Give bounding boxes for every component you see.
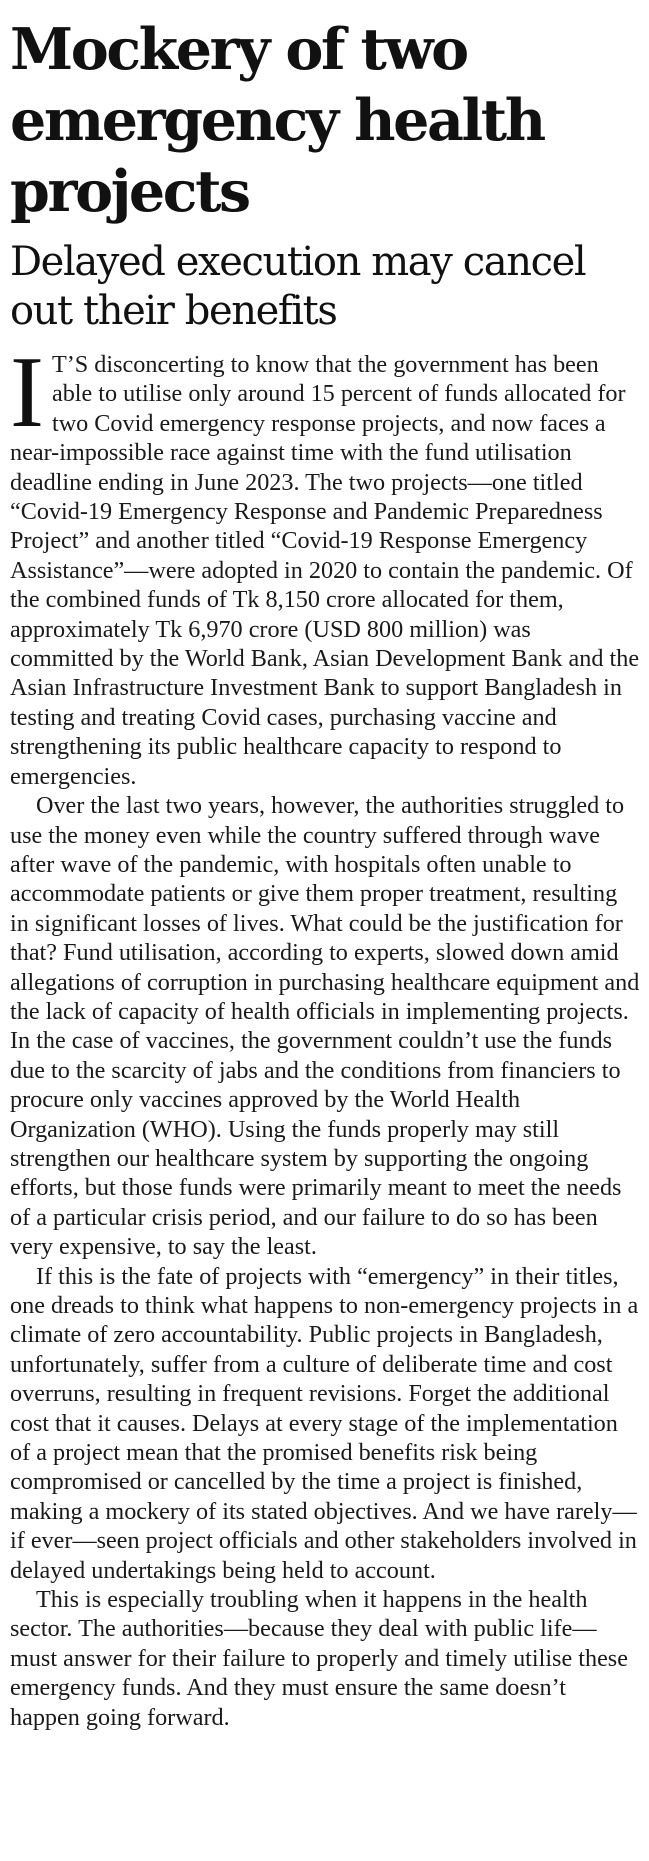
subheadline-line: out their benefits xyxy=(10,288,337,334)
headline xyxy=(10,14,640,227)
article-body xyxy=(10,336,640,1732)
paragraph-1 xyxy=(10,336,640,791)
subheadline xyxy=(10,238,640,336)
headline-line: emergency health xyxy=(10,87,544,154)
paragraph-4: This is especially troubling when it happens in the health sector. The authorities—because they deal with public life—must answer for their failure to properly and timely utilise these emergency funds. And they must ensure the same doesn’t happen going forward. xyxy=(10,1586,628,1731)
paragraph-text: T’S disconcerting to know that the government has been able to utilise only around 15 percent of funds allocated for two Covid emergency response projects, and now faces a near-impossible race against time with the fund utilisation deadline ending in June 2023. The two projects—one titled “Covid-19 Emergency Response and Pandemic Preparedness Project” and another titled “Covid-19 Response Emergency Assistance”—were adopted in 2020 to contain the pandemic. Of the combined funds of Tk 8,150 crore allocated for them, approximately Tk 6,970 crore (USD 800 million) was committed by the World Bank, Asian Development Bank and the Asian Infrastructure Investment Bank to support Bangladesh in testing and treating Covid cases, purchasing vaccine and strengthening its public healthcare capacity to respond to emergencies. xyxy=(10,351,640,790)
headline-line: projects xyxy=(10,158,249,225)
editorial-article xyxy=(10,14,640,1732)
headline-line: Mockery of two xyxy=(10,16,467,83)
paragraph-2: Over the last two years, however, the authorities struggled to use the money even while the country suffered through wave after wave of the pandemic, with hospitals often unable to accommodate patients or give them proper treatment, resulting in significant losses of lives. What could be the justification for that? Fund utilisation, according to experts, slowed down amid allegations of corruption in purchasing healthcare equipment and the lack of capacity of health officials in implementing projects. In the case of vaccines, the government couldn’t use the funds due to the scarcity of jabs and the conditions from financiers to procure only vaccines approved by the World Health Organization (WHO). Using the funds properly may still strengthen our healthcare system by supporting the ongoing efforts, but those funds were primarily meant to meet the needs of a particular crisis period, and our failure to do so has been very expensive, to say the least. xyxy=(10,792,640,1261)
drop-cap: I xyxy=(10,336,44,449)
subheadline-line: Delayed execution may cancel xyxy=(10,239,586,285)
paragraph-3: If this is the fate of projects with “emergency” in their titles, one dreads to think what happens to non-emergency projects in a climate of zero accountability. Public projects in Bangladesh, unfortunately, suffer from a culture of deliberate time and cost overruns, resulting in frequent revisions. Forget the additional cost that it causes. Delays at every stage of the implementation of a project mean that the promised benefits risk being compromised or cancelled by the time a project is finished, making a mockery of its stated objectives. And we have rarely—if ever—seen project officials and other stakeholders involved in delayed undertakings being held to account. xyxy=(10,1262,639,1584)
